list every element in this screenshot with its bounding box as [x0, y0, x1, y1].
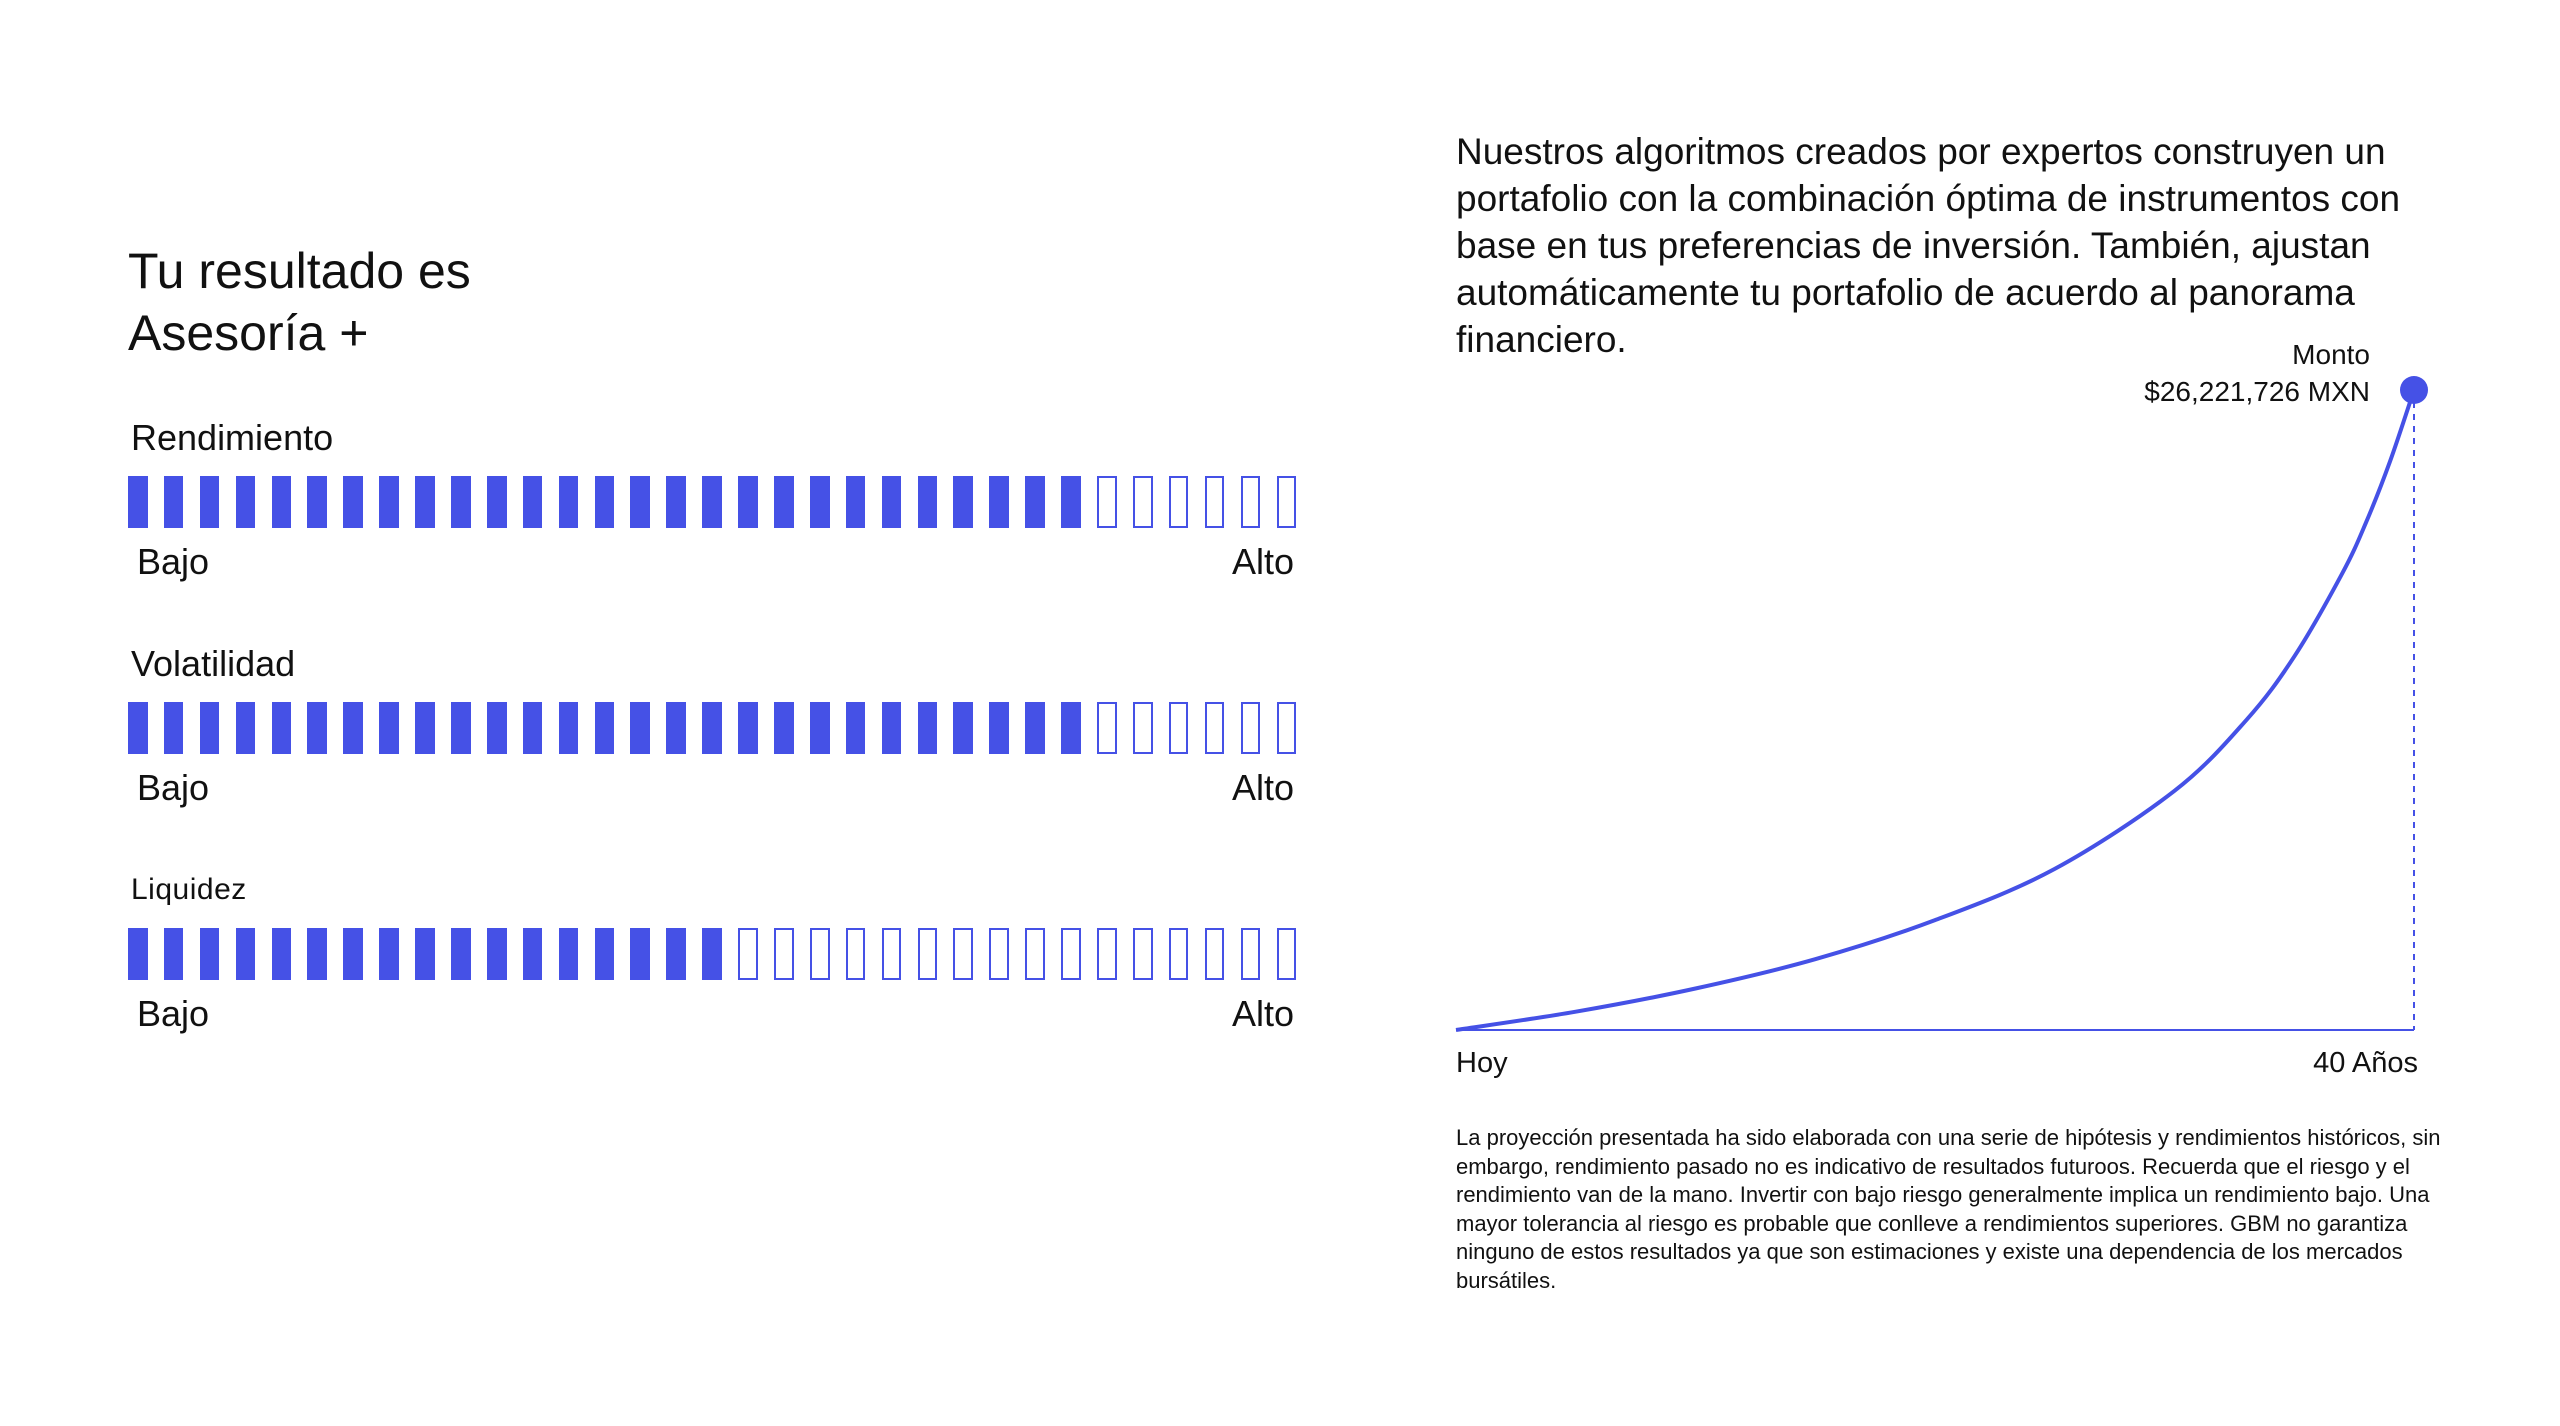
meter-segment-empty	[1241, 928, 1261, 980]
meter-scale	[128, 542, 1298, 582]
meter-segment-filled	[128, 702, 148, 754]
meter-segment-filled	[451, 702, 471, 754]
meter-segment-filled	[702, 928, 722, 980]
meter-segment-filled	[451, 476, 471, 528]
meter-segment-filled	[989, 702, 1009, 754]
meter-segment-empty	[1133, 928, 1153, 980]
meter-rendimiento	[128, 418, 1298, 582]
meter-segment-filled	[343, 476, 363, 528]
meter-segment-filled	[702, 702, 722, 754]
meter-high-label: Alto	[1231, 993, 1294, 1034]
meter-segment-empty	[1097, 928, 1117, 980]
meter-segment-filled	[307, 476, 327, 528]
meter-segment-empty	[1025, 928, 1045, 980]
end-label-value: $26,221,726 MXN	[2144, 376, 2370, 407]
end-label-title: Monto	[2292, 339, 2370, 370]
meter-segment-empty	[774, 928, 794, 980]
meter-segment-empty	[810, 928, 830, 980]
meter-segment-filled	[666, 476, 686, 528]
series-line	[1456, 390, 2414, 1030]
meter-segment-filled	[559, 476, 579, 528]
meter-segment-filled	[307, 928, 327, 980]
meter-segment-filled	[272, 702, 292, 754]
result-title	[128, 240, 1298, 364]
meter-segment-empty	[918, 928, 938, 980]
meter-segment-filled	[1061, 476, 1081, 528]
meter-segment-empty	[882, 928, 902, 980]
meter-segment-filled	[164, 928, 184, 980]
meter-segment-filled	[523, 702, 543, 754]
meter-segment-filled	[415, 928, 435, 980]
meter-segment-empty	[1061, 928, 1081, 980]
meter-segment-filled	[164, 702, 184, 754]
meter-segment-filled	[738, 702, 758, 754]
meter-segment-empty	[1277, 928, 1297, 980]
meter-segment-filled	[523, 928, 543, 980]
meter-label: Liquidez	[131, 873, 247, 906]
meter-scale	[128, 994, 1298, 1034]
meter-segment-filled	[272, 476, 292, 528]
meter-segment-filled	[774, 702, 794, 754]
meter-segment-empty	[1097, 476, 1117, 528]
meter-segment-filled	[1025, 476, 1045, 528]
meter-segment-filled	[1025, 702, 1045, 754]
meter-segment-filled	[918, 476, 938, 528]
result-title-line2: Asesoría +	[128, 305, 369, 361]
meter-segment-empty	[1097, 702, 1117, 754]
meter-segment-filled	[487, 702, 507, 754]
meter-segment-empty	[738, 928, 758, 980]
meter-segment-filled	[666, 702, 686, 754]
meter-segment-filled	[415, 476, 435, 528]
disclaimer-text: La proyección presentada ha sido elaborada con una serie de hipótesis y rendimientos históricos, sin embargo, rendimiento pasado no es indicativo de resultados futuroos. Recuerda que el riesgo y el rendimiento van de la mano. Invertir con bajo riesgo generalmente implica un rendimiento bajo. Una mayor tolerancia al riesgo es probable que conlleve a rendimientos superiores. GBM no garantiza ninguno de estos resultados ya que son estimaciones y existe una dependencia de los mercados bursátiles.	[1456, 1125, 2441, 1293]
meter-scale	[128, 768, 1298, 808]
meter-segment-empty	[1241, 476, 1261, 528]
meter-segment-filled	[666, 928, 686, 980]
meter-low-label: Bajo	[137, 767, 210, 808]
meter-low-label: Bajo	[137, 541, 210, 582]
meter-low-label: Bajo	[137, 993, 210, 1034]
meter-segment-filled	[559, 702, 579, 754]
meter-segment-filled	[343, 702, 363, 754]
meter-segment-filled	[810, 476, 830, 528]
meter-segment-empty	[1133, 702, 1153, 754]
meter-segment-empty	[1205, 476, 1225, 528]
end-point	[2400, 376, 2428, 404]
meter-segment-filled	[200, 702, 220, 754]
description-text: Nuestros algoritmos creados por expertos construyen un portafolio con la combinación óptima de instrumentos con base en tus preferencias de inversión. También, ajustan automáticamente tu portafolio de acuerdo al panorama financiero.	[1456, 131, 2401, 360]
meter-segment-filled	[989, 476, 1009, 528]
meter-segment-filled	[630, 928, 650, 980]
meter-segment-empty	[1169, 702, 1189, 754]
meter-segment-empty	[1241, 702, 1261, 754]
meter-segment-empty	[1277, 702, 1297, 754]
meter-bar	[128, 928, 1298, 982]
meter-bar	[128, 702, 1298, 756]
meter-segment-filled	[630, 702, 650, 754]
meter-segment-filled	[774, 476, 794, 528]
meter-segment-filled	[236, 928, 256, 980]
meter-bar	[128, 476, 1298, 530]
meter-segment-empty	[1277, 476, 1297, 528]
meter-segment-filled	[882, 476, 902, 528]
meter-segment-empty	[989, 928, 1009, 980]
meter-segment-filled	[307, 702, 327, 754]
result-title-line1: Tu resultado es	[128, 243, 471, 299]
meter-liquidez	[128, 870, 1298, 1034]
meter-segment-filled	[918, 702, 938, 754]
meter-segment-filled	[164, 476, 184, 528]
meter-high-label: Alto	[1231, 541, 1294, 582]
meter-high-label: Alto	[1231, 767, 1294, 808]
meter-segment-filled	[953, 702, 973, 754]
meter-segment-filled	[128, 476, 148, 528]
meter-segment-filled	[451, 928, 471, 980]
meter-volatilidad	[128, 644, 1298, 808]
meter-segment-filled	[379, 928, 399, 980]
meter-segment-empty	[1169, 928, 1189, 980]
meter-segment-filled	[882, 702, 902, 754]
meter-segment-filled	[415, 702, 435, 754]
meter-segment-filled	[487, 928, 507, 980]
x-start-label: Hoy	[1456, 1047, 1508, 1079]
x-end-label: 40 Años	[2313, 1047, 2418, 1079]
meter-segment-filled	[200, 928, 220, 980]
meter-segment-empty	[846, 928, 866, 980]
meter-segment-empty	[1205, 702, 1225, 754]
meter-segment-filled	[738, 476, 758, 528]
meter-segment-filled	[702, 476, 722, 528]
meter-segment-filled	[953, 476, 973, 528]
meter-label: Volatilidad	[131, 643, 296, 684]
meter-segment-filled	[128, 928, 148, 980]
result-panel	[128, 240, 1298, 1034]
meter-segment-filled	[200, 476, 220, 528]
meter-segment-filled	[236, 702, 256, 754]
projection-chart	[1450, 330, 2450, 1110]
meter-segment-filled	[846, 476, 866, 528]
projection-chart-svg	[1450, 330, 2450, 1110]
meter-segment-filled	[1061, 702, 1081, 754]
meter-segment-filled	[595, 702, 615, 754]
meter-segment-filled	[343, 928, 363, 980]
meter-segment-filled	[487, 476, 507, 528]
meter-segment-filled	[595, 928, 615, 980]
meter-segment-filled	[846, 702, 866, 754]
meter-segment-filled	[379, 476, 399, 528]
meter-segment-filled	[630, 476, 650, 528]
meter-segment-filled	[236, 476, 256, 528]
meter-segment-filled	[272, 928, 292, 980]
meter-segment-filled	[379, 702, 399, 754]
meter-segment-empty	[1205, 928, 1225, 980]
meter-segment-empty	[1169, 476, 1189, 528]
meter-segment-empty	[1133, 476, 1153, 528]
meter-label: Rendimiento	[131, 417, 334, 458]
meter-segment-filled	[810, 702, 830, 754]
projection-panel	[1456, 128, 2476, 363]
meter-segment-filled	[523, 476, 543, 528]
meter-segment-filled	[595, 476, 615, 528]
meter-segment-empty	[953, 928, 973, 980]
meter-segment-filled	[559, 928, 579, 980]
